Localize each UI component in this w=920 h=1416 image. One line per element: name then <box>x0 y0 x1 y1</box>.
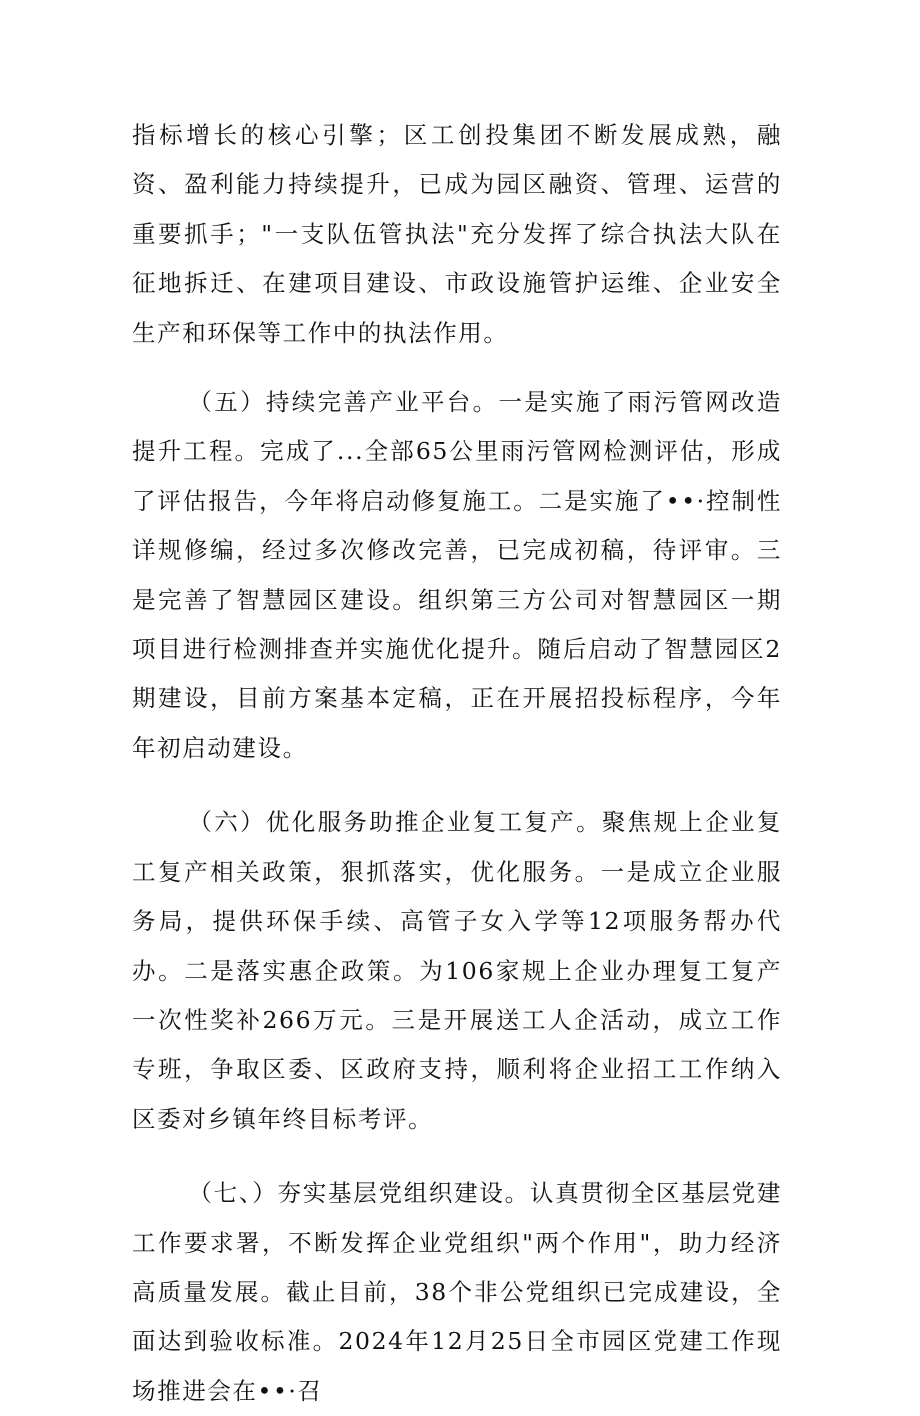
document-body <box>132 111 782 1416</box>
paragraph-section-5: （五）持续完善产业平台。一是实施了雨污管网改造提升工程。完成了...全部65公里雨污管网检测评估，形成了评估报告，今年将启动修复施工。二是实施了••·控制性详规修编，经过多次修改完善，已完成初稿，待评审。三是完善了智慧园区建设。组织第三方公司对智慧园区一期项目进行检测排查并实施优化提升。随后启动了智慧园区2期建设，目前方案基本定稿，正在开展招投标程序，今年年初启动建设。 <box>132 388 782 762</box>
paragraph-continuation: 指标增长的核心引擎；区工创投集团不断发展成熟，融资、盈利能力持续提升，已成为园区融资、管理、运营的重要抓手；"一支队伍管执法"充分发挥了综合执法大队在征地拆迁、在建项目建设、市政设施管护运维、企业安全生产和环保等工作中的执法作用。 <box>132 121 782 347</box>
paragraph-section-6: （六）优化服务助推企业复工复产。聚焦规上企业复工复产相关政策，狠抓落实，优化服务。一是成立企业服务局，提供环保手续、高管子女入学等12项服务帮办代办。二是落实惠企政策。为106家规上企业办理复工复产一次性奖补266万元。三是开展送工人企活动，成立工作专班，争取区委、区政府支持，顺利将企业招工工作纳入区委对乡镇年终目标考评。 <box>132 808 782 1133</box>
paragraph-section-7: （七、）夯实基层党组织建设。认真贯彻全区基层党建工作要求署，不断发挥企业党组织"两个作用"，助力经济高质量发展。截止目前，38个非公党组织已完成建设，全面达到验收标准。2024年12月25日全市园区党建工作现场推进会在••·召 <box>132 1179 782 1405</box>
